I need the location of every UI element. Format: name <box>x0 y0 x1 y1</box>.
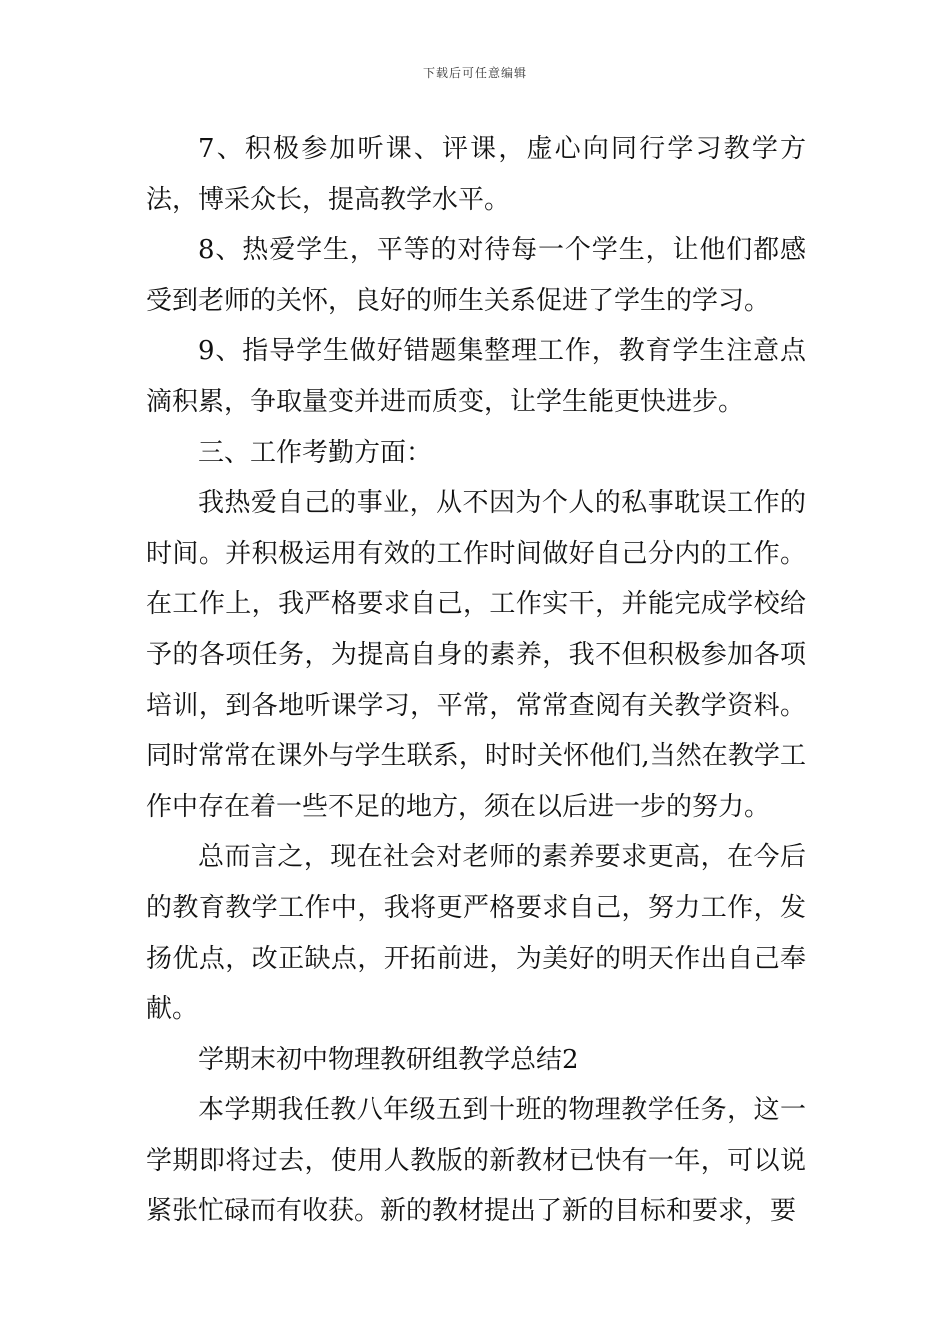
paragraph-item-7: 7、积极参加听课、评课，虚心向同行学习教学方法，博采众长，提高教学水平。 <box>146 134 806 215</box>
section-heading-attendance: 三、工作考勤方面： <box>198 437 433 468</box>
paragraph-attendance: 我热爱自己的事业，从不因为个人的私事耽误工作的时间。并积极运用有效的工作时间做好自己分内的工作。在工作上，我严格要求自己，工作实干，并能完成学校给予的各项任务，为提高自身的素养，我不但积极参加各项培训，到各地听课学习，平常，常常查阅有关教学资料。同时常常在课外与学生联系，时时关怀他们,当然在教学工作中存在着一些不足的地方，须在以后进一步的努力。 <box>146 488 806 822</box>
paragraph-item-8: 8、热爱学生，平等的对待每一个学生，让他们都感受到老师的关怀，良好的师生关系促进了学生的学习。 <box>146 235 806 316</box>
page-header: 下载后可任意编辑 <box>422 66 527 80</box>
paragraph-conclusion: 总而言之，现在社会对老师的素养要求更高，在今后的教育教学工作中，我将更严格要求自己，努力工作，发扬优点，改正缺点，开拓前进，为美好的明天作出自己奉献。 <box>146 842 806 1025</box>
section-title-summary-2: 学期末初中物理教研组教学总结2 <box>198 1044 579 1075</box>
paragraph-item-9: 9、指导学生做好错题集整理工作，教育学生注意点滴积累，争取量变并进而质变，让学生能更快进步。 <box>146 336 806 417</box>
document-body <box>146 124 806 1237</box>
paragraph-summary-2-intro: 本学期我任教八年级五到十班的物理教学任务，这一学期即将过去，使用人教版的新教材已快有一年，可以说紧张忙碌而有收获。新的教材提出了新的目标和要求，要 <box>146 1095 806 1227</box>
